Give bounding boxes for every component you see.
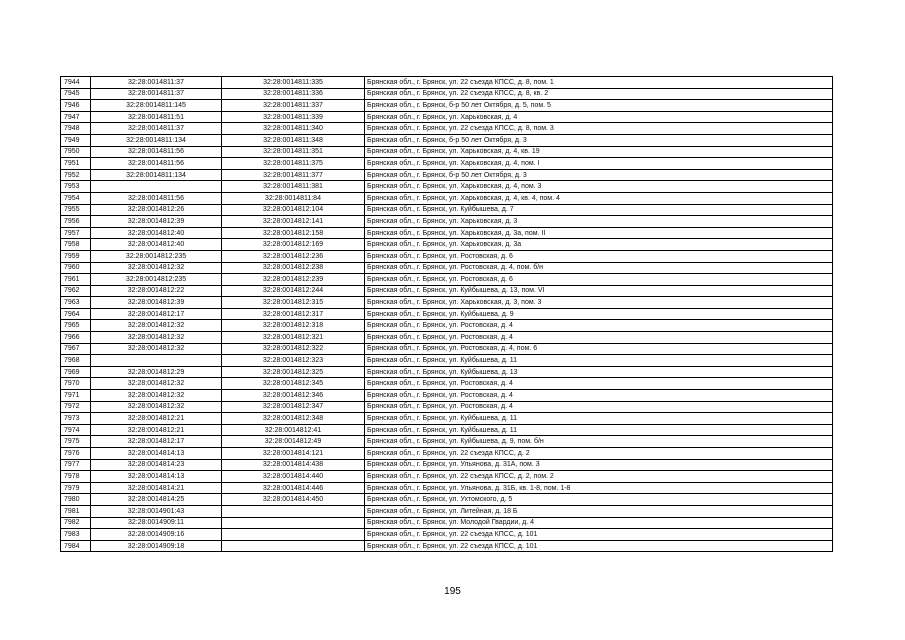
cadastral-parent-cell: 32:28:0014812:235 [91, 250, 222, 262]
row-number-cell: 7959 [61, 250, 91, 262]
row-number-cell: 7982 [61, 517, 91, 529]
address-cell: Брянская обл., г. Брянск, ул. Харьковская, д. 3 [365, 216, 833, 228]
row-number-cell: 7947 [61, 111, 91, 123]
cadastral-parent-cell: 32:28:0014812:22 [91, 285, 222, 297]
address-cell: Брянская обл., г. Брянск, ул. Ростовская, д. 6 [365, 274, 833, 286]
table-row [61, 355, 833, 367]
row-number-cell: 7983 [61, 529, 91, 541]
cadastral-number-cell: 32:28:0014812:322 [222, 343, 365, 355]
address-cell: Брянская обл., г. Брянск, ул. Ростовская, д. 4 [365, 378, 833, 390]
cadastral-number-cell: 32:28:0014812:317 [222, 308, 365, 320]
row-number-cell: 7978 [61, 471, 91, 483]
address-cell: Брянская обл., г. Брянск, ул. Харьковская, д. 4 [365, 111, 833, 123]
row-number-cell: 7974 [61, 424, 91, 436]
table-row [61, 111, 833, 123]
row-number-cell: 7961 [61, 274, 91, 286]
table-row [61, 401, 833, 413]
table-row [61, 274, 833, 286]
cadastral-parent-cell: 32:28:0014909:18 [91, 540, 222, 552]
cadastral-number-cell: 32:28:0014811:348 [222, 134, 365, 146]
address-cell: Брянская обл., г. Брянск, ул. Ростовская, д. 6 [365, 250, 833, 262]
cadastral-parent-cell: 32:28:0014909:16 [91, 529, 222, 541]
cadastral-number-cell: 32:28:0014812:315 [222, 297, 365, 309]
row-number-cell: 7981 [61, 505, 91, 517]
table-row [61, 216, 833, 228]
cadastral-parent-cell [91, 355, 222, 367]
address-cell: Брянская обл., г. Брянск, ул. Куйбышева, д. 13, пом. VI [365, 285, 833, 297]
cadastral-number-cell: 32:28:0014814:438 [222, 459, 365, 471]
row-number-cell: 7953 [61, 181, 91, 193]
address-cell: Брянская обл., г. Брянск, ул. Ростовская, д. 4 [365, 320, 833, 332]
row-number-cell: 7946 [61, 100, 91, 112]
registry-table-body [61, 77, 833, 552]
row-number-cell: 7957 [61, 227, 91, 239]
cadastral-number-cell: 32:28:0014812:238 [222, 262, 365, 274]
table-row [61, 494, 833, 506]
cadastral-parent-cell: 32:28:0014812:39 [91, 216, 222, 228]
cadastral-parent-cell: 32:28:0014811:56 [91, 158, 222, 170]
cadastral-parent-cell: 32:28:0014814:25 [91, 494, 222, 506]
page-number: 195 [444, 586, 461, 597]
cadastral-number-cell: 32:28:0014814:450 [222, 494, 365, 506]
cadastral-number-cell: 32:28:0014811:84 [222, 192, 365, 204]
table-row [61, 366, 833, 378]
table-row [61, 517, 833, 529]
address-cell: Брянская обл., г. Брянск, ул. Ульянова, д. 31А, пом. 3 [365, 459, 833, 471]
address-cell: Брянская обл., г. Брянск, ул. Куйбышева, д. 7 [365, 204, 833, 216]
table-row [61, 505, 833, 517]
address-cell: Брянская обл., г. Брянск, ул. Ростовская, д. 4 [365, 332, 833, 344]
table-row [61, 88, 833, 100]
cadastral-number-cell: 32:28:0014814:121 [222, 448, 365, 460]
address-cell: Брянская обл., г. Брянск, б-р 50 лет Октября, д. 3 [365, 134, 833, 146]
address-cell: Брянская обл., г. Брянск, ул. Куйбышева, д. 13 [365, 366, 833, 378]
cadastral-number-cell: 32:28:0014811:339 [222, 111, 365, 123]
row-number-cell: 7984 [61, 540, 91, 552]
address-cell: Брянская обл., г. Брянск, ул. Харьковская, д. 3а, пом. II [365, 227, 833, 239]
row-number-cell: 7966 [61, 332, 91, 344]
table-row [61, 134, 833, 146]
row-number-cell: 7973 [61, 413, 91, 425]
cadastral-parent-cell: 32:28:0014812:17 [91, 436, 222, 448]
cadastral-parent-cell: 32:28:0014814:21 [91, 482, 222, 494]
address-cell: Брянская обл., г. Брянск, б-р 50 лет Октября, д. 5, пом. 5 [365, 100, 833, 112]
cadastral-number-cell: 32:28:0014812:141 [222, 216, 365, 228]
cadastral-number-cell [222, 540, 365, 552]
address-cell: Брянская обл., г. Брянск, ул. Харьковская, д. 4, пом. I [365, 158, 833, 170]
row-number-cell: 7955 [61, 204, 91, 216]
row-number-cell: 7972 [61, 401, 91, 413]
row-number-cell: 7945 [61, 88, 91, 100]
address-cell: Брянская обл., г. Брянск, ул. Молодой Гвардии, д. 4 [365, 517, 833, 529]
cadastral-parent-cell [91, 181, 222, 193]
cadastral-number-cell: 32:28:0014811:381 [222, 181, 365, 193]
cadastral-number-cell: 32:28:0014812:244 [222, 285, 365, 297]
cadastral-number-cell: 32:28:0014812:345 [222, 378, 365, 390]
cadastral-parent-cell: 32:28:0014812:32 [91, 390, 222, 402]
cadastral-number-cell: 32:28:0014812:348 [222, 413, 365, 425]
table-row [61, 297, 833, 309]
cadastral-parent-cell: 32:28:0014812:32 [91, 401, 222, 413]
cadastral-number-cell: 32:28:0014812:318 [222, 320, 365, 332]
table-row [61, 436, 833, 448]
cadastral-parent-cell: 32:28:0014811:37 [91, 77, 222, 89]
table-row [61, 204, 833, 216]
cadastral-number-cell [222, 517, 365, 529]
cadastral-parent-cell: 32:28:0014901:43 [91, 505, 222, 517]
table-row [61, 332, 833, 344]
address-cell: Брянская обл., г. Брянск, ул. Ростовская, д. 4 [365, 401, 833, 413]
cadastral-parent-cell: 32:28:0014811:56 [91, 192, 222, 204]
cadastral-number-cell: 32:28:0014811:337 [222, 100, 365, 112]
address-cell: Брянская обл., г. Брянск, ул. Ростовская, д. 4, пом. 6 [365, 343, 833, 355]
address-cell: Брянская обл., г. Брянск, ул. Куйбышева, д. 9, пом. б/н [365, 436, 833, 448]
address-cell: Брянская обл., г. Брянск, ул. Куйбышева, д. 11 [365, 413, 833, 425]
address-cell: Брянская обл., г. Брянск, ул. Ульянова, д. 31Б, кв. 1-8, пом. 1-8 [365, 482, 833, 494]
address-cell: Брянская обл., г. Брянск, ул. 22 съезда КПСС, д. 2, пом. 2 [365, 471, 833, 483]
cadastral-parent-cell: 32:28:0014811:134 [91, 134, 222, 146]
address-cell: Брянская обл., г. Брянск, ул. 22 съезда КПСС, д. 2 [365, 448, 833, 460]
row-number-cell: 7944 [61, 77, 91, 89]
registry-table [60, 76, 833, 552]
table-row [61, 146, 833, 158]
table-row [61, 239, 833, 251]
row-number-cell: 7969 [61, 366, 91, 378]
row-number-cell: 7967 [61, 343, 91, 355]
cadastral-parent-cell: 32:28:0014814:23 [91, 459, 222, 471]
cadastral-parent-cell: 32:28:0014811:56 [91, 146, 222, 158]
cadastral-parent-cell: 32:28:0014811:51 [91, 111, 222, 123]
address-cell: Брянская обл., г. Брянск, ул. 22 съезда КПСС, д. 8, пом. 3 [365, 123, 833, 135]
cadastral-parent-cell: 32:28:0014812:40 [91, 239, 222, 251]
cadastral-number-cell: 32:28:0014812:346 [222, 390, 365, 402]
address-cell: Брянская обл., г. Брянск, ул. Ухтомского, д. 5 [365, 494, 833, 506]
row-number-cell: 7977 [61, 459, 91, 471]
table-row [61, 413, 833, 425]
row-number-cell: 7952 [61, 169, 91, 181]
table-row [61, 320, 833, 332]
table-row [61, 77, 833, 89]
address-cell: Брянская обл., г. Брянск, ул. Куйбышева, д. 11 [365, 355, 833, 367]
address-cell: Брянская обл., г. Брянск, ул. Куйбышева, д. 11 [365, 424, 833, 436]
table-row [61, 390, 833, 402]
cadastral-number-cell: 32:28:0014812:41 [222, 424, 365, 436]
cadastral-parent-cell: 32:28:0014812:21 [91, 424, 222, 436]
cadastral-parent-cell: 32:28:0014811:145 [91, 100, 222, 112]
table-row [61, 158, 833, 170]
table-row [61, 181, 833, 193]
cadastral-number-cell: 32:28:0014811:375 [222, 158, 365, 170]
address-cell: Брянская обл., г. Брянск, ул. Харьковская, д. 4, кв. 4, пом. 4 [365, 192, 833, 204]
cadastral-number-cell [222, 529, 365, 541]
row-number-cell: 7970 [61, 378, 91, 390]
row-number-cell: 7948 [61, 123, 91, 135]
table-row [61, 308, 833, 320]
row-number-cell: 7968 [61, 355, 91, 367]
address-cell: Брянская обл., г. Брянск, ул. Харьковская, д. 4, пом. 3 [365, 181, 833, 193]
cadastral-parent-cell: 32:28:0014909:11 [91, 517, 222, 529]
cadastral-parent-cell: 32:28:0014811:37 [91, 88, 222, 100]
address-cell: Брянская обл., г. Брянск, ул. Ростовская, д. 4, пом. б/н [365, 262, 833, 274]
cadastral-number-cell: 32:28:0014812:347 [222, 401, 365, 413]
table-row [61, 378, 833, 390]
cadastral-number-cell: 32:28:0014812:169 [222, 239, 365, 251]
cadastral-number-cell: 32:28:0014812:236 [222, 250, 365, 262]
cadastral-parent-cell: 32:28:0014811:134 [91, 169, 222, 181]
row-number-cell: 7962 [61, 285, 91, 297]
cadastral-parent-cell: 32:28:0014812:235 [91, 274, 222, 286]
cadastral-number-cell: 32:28:0014812:321 [222, 332, 365, 344]
table-row [61, 100, 833, 112]
address-cell: Брянская обл., г. Брянск, ул. 22 съезда КПСС, д. 8, кв. 2 [365, 88, 833, 100]
cadastral-parent-cell: 32:28:0014812:17 [91, 308, 222, 320]
address-cell: Брянская обл., г. Брянск, ул. 22 съезда КПСС, д. 8, пом. 1 [365, 77, 833, 89]
table-row [61, 471, 833, 483]
cadastral-number-cell: 32:28:0014812:325 [222, 366, 365, 378]
table-row [61, 250, 833, 262]
row-number-cell: 7980 [61, 494, 91, 506]
address-cell: Брянская обл., г. Брянск, ул. Харьковская, д. 3, пом. 3 [365, 297, 833, 309]
row-number-cell: 7976 [61, 448, 91, 460]
cadastral-number-cell: 32:28:0014812:158 [222, 227, 365, 239]
cadastral-number-cell: 32:28:0014812:323 [222, 355, 365, 367]
cadastral-number-cell: 32:28:0014812:239 [222, 274, 365, 286]
address-cell: Брянская обл., г. Брянск, ул. Харьковская, д. 3а [365, 239, 833, 251]
table-row [61, 459, 833, 471]
row-number-cell: 7954 [61, 192, 91, 204]
cadastral-parent-cell: 32:28:0014812:32 [91, 320, 222, 332]
cadastral-parent-cell: 32:28:0014812:29 [91, 366, 222, 378]
row-number-cell: 7951 [61, 158, 91, 170]
cadastral-number-cell: 32:28:0014812:104 [222, 204, 365, 216]
cadastral-number-cell: 32:28:0014812:49 [222, 436, 365, 448]
cadastral-parent-cell: 32:28:0014812:32 [91, 378, 222, 390]
table-row [61, 192, 833, 204]
cadastral-number-cell: 32:28:0014814:440 [222, 471, 365, 483]
row-number-cell: 7975 [61, 436, 91, 448]
row-number-cell: 7956 [61, 216, 91, 228]
cadastral-number-cell: 32:28:0014811:335 [222, 77, 365, 89]
cadastral-number-cell: 32:28:0014811:351 [222, 146, 365, 158]
row-number-cell: 7958 [61, 239, 91, 251]
table-row [61, 529, 833, 541]
row-number-cell: 7949 [61, 134, 91, 146]
table-row [61, 448, 833, 460]
table-row [61, 169, 833, 181]
row-number-cell: 7971 [61, 390, 91, 402]
cadastral-parent-cell: 32:28:0014812:32 [91, 343, 222, 355]
cadastral-parent-cell: 32:28:0014811:37 [91, 123, 222, 135]
cadastral-parent-cell: 32:28:0014812:40 [91, 227, 222, 239]
cadastral-parent-cell: 32:28:0014812:32 [91, 332, 222, 344]
row-number-cell: 7965 [61, 320, 91, 332]
cadastral-parent-cell: 32:28:0014812:21 [91, 413, 222, 425]
cadastral-parent-cell: 32:28:0014812:39 [91, 297, 222, 309]
address-cell: Брянская обл., г. Брянск, ул. Литейная, д. 18 Б [365, 505, 833, 517]
cadastral-parent-cell: 32:28:0014812:26 [91, 204, 222, 216]
table-row [61, 482, 833, 494]
address-cell: Брянская обл., г. Брянск, ул. Харьковская, д. 4, кв. 19 [365, 146, 833, 158]
address-cell: Брянская обл., г. Брянск, б-р 50 лет Октября, д. 3 [365, 169, 833, 181]
table-row [61, 343, 833, 355]
table-row [61, 285, 833, 297]
table-row [61, 540, 833, 552]
address-cell: Брянская обл., г. Брянск, ул. Куйбышева, д. 9 [365, 308, 833, 320]
table-row [61, 227, 833, 239]
cadastral-parent-cell: 32:28:0014814:13 [91, 448, 222, 460]
cadastral-number-cell: 32:28:0014814:446 [222, 482, 365, 494]
cadastral-parent-cell: 32:28:0014814:13 [91, 471, 222, 483]
cadastral-number-cell [222, 505, 365, 517]
cadastral-number-cell: 32:28:0014811:336 [222, 88, 365, 100]
row-number-cell: 7950 [61, 146, 91, 158]
row-number-cell: 7960 [61, 262, 91, 274]
cadastral-number-cell: 32:28:0014811:377 [222, 169, 365, 181]
row-number-cell: 7979 [61, 482, 91, 494]
cadastral-parent-cell: 32:28:0014812:32 [91, 262, 222, 274]
row-number-cell: 7964 [61, 308, 91, 320]
cadastral-number-cell: 32:28:0014811:340 [222, 123, 365, 135]
row-number-cell: 7963 [61, 297, 91, 309]
address-cell: Брянская обл., г. Брянск, ул. Ростовская, д. 4 [365, 390, 833, 402]
table-row [61, 123, 833, 135]
address-cell: Брянская обл., г. Брянск, ул. 22 съезда КПСС, д. 101 [365, 529, 833, 541]
table-row [61, 424, 833, 436]
table-row [61, 262, 833, 274]
address-cell: Брянская обл., г. Брянск, ул. 22 съезда КПСС, д. 101 [365, 540, 833, 552]
